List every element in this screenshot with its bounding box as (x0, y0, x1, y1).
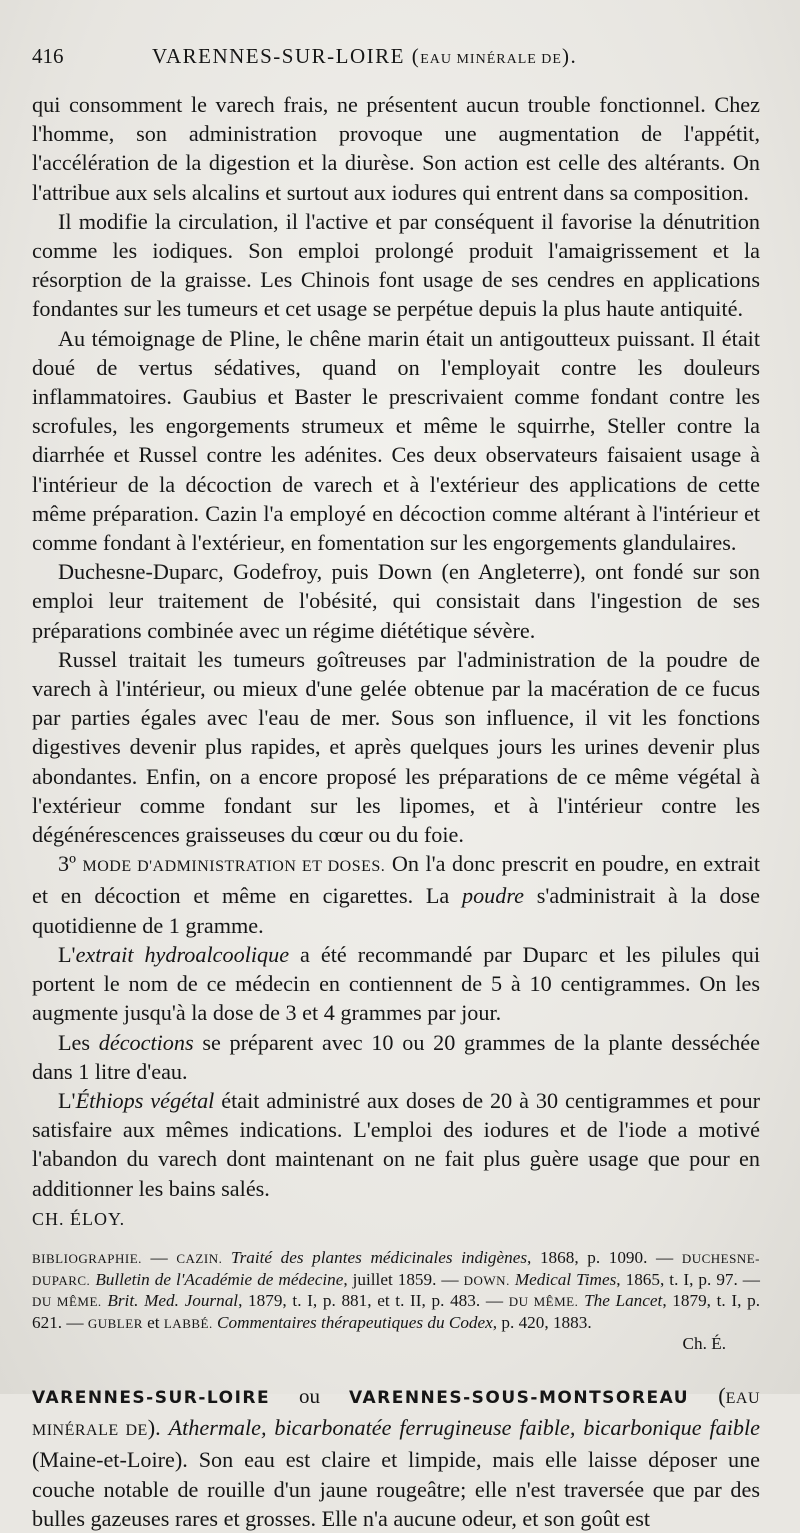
author-signature: CH. ÉLOY. (32, 1208, 126, 1229)
paragraph: L'extrait hydroalcoolique a été recommandé par Duparc et les pilules qui portent le nom de ce médecin en contiennent de 5 à 10 centigrammes. On les augmente jusqu'à la dose de 3 et 4 grammes par jour. (32, 941, 760, 1026)
paragraph: Les décoctions se préparent avec 10 ou 20 grammes de la plante desséchée dans 1 litre d'eau. (32, 1029, 760, 1084)
bibliography-signature: Ch. É. (682, 1334, 726, 1354)
section-mode-administration: 3º MODE D'ADMINISTRATION ET DOSES. On l'a donc prescrit en poudre, en extrait et en décoction et même en cigarettes. La poudre s'administrait à la dose quotidienne de 1 gramme. (32, 851, 760, 938)
article-headword-alt: VARENNES-SOUS-MONTSOREAU (348, 1387, 690, 1408)
article-body (32, 90, 760, 1234)
section-heading: MODE D'ADMINISTRATION ET DOSES. (82, 858, 386, 876)
paragraph: Au témoignage de Pline, le chêne marin était un antigoutteux puissant. Il était doué de vertus sédatives, quand on l'employait contre les douleurs inflammatoires. Gaubius et Baster le prescrivaient comme fondant contre les scrofules, les engorgements strumeux et même le squirrhe, Steller contre la diarrhée et Russel contre les adénites. Ces deux observateurs faisaient usage à l'intérieur de la décoction de varech et à l'extérieur des applications de cette même préparation. Cazin l'a employé en décoction comme altérant à l'intérieur et comme fondant à l'extérieur, en fomentation sur les engorgements glandulaires. (32, 325, 760, 556)
running-title: VARENNES-SUR-LOIRE (EAU MINÉRALE DE). (152, 44, 578, 68)
paragraph: qui consomment le varech frais, ne présentent aucun trouble fonctionnel. Chez l'homme, son administration provoque une augmentation de l'appétit, l'accélération de la digestion et la diurèse. Son action est celle des altérants. On l'attribue aux sels alcalins et surtout aux iodures qui entrent dans sa composition. (32, 92, 760, 205)
paragraph: Duchesne-Duparc, Godefroy, puis Down (en Angleterre), ont fondé sur son emploi leur traitement de l'obésité, qui consistait dans l'ingestion de ses préparations combinée avec un régime diététique sévère. (32, 559, 760, 643)
bibliography-label: BIBLIOGRAPHIE. (32, 1250, 142, 1266)
paragraph: Il modifie la circulation, il l'active et par conséquent il favorise la dénutrition comme les iodiques. Son emploi prolongé produit l'amaigrissement et la résorption de la graisse. Les Chinois font usage de ses cendres en applications fondantes sur les tumeurs et cet usage se perpétue depuis la plus haute antiquité. (32, 208, 760, 322)
paragraph: Russel traitait les tumeurs goîtreuses par l'administration de la poudre de varech à l'intérieur, ou mieux d'une gelée obtenue par la macération de ce fucus par parties égales avec l'eau de mer. Sous son influence, il vit les fonctions digestives devenir plus rapides, et après quelques jours les urines devenir plus abondantes. Enfin, on a encore proposé les préparations de ce même végétal à l'extérieur comme fondant sur les lipomes, et à l'intérieur contre les dégénérescences graisseuses du cœur ou du foie. (32, 646, 760, 848)
bibliography: BIBLIOGRAPHIE. — CAZIN. Traité des plantes médicinales indigènes, 1868, p. 1090. — DUCHESNE-DUPARC. Bulletin de l'Académie de médecine, juillet 1859. — DOWN. Medical Times, 1865, t. I, p. 97. — DU MÊME. Brit. Med. Journal, 1879, t. I, p. 881, et t. II, p. 483. — DU MÊME. The Lancet, 1879, t. I, p. 621. — GUBLER et LABBÉ. Commentaires thérapeutiques du Codex, p. 420, 1883. Ch. É. (32, 1247, 761, 1354)
next-article-paragraph: VARENNES-SUR-LOIRE ou VARENNES-SOUS-MONTSOREAU (EAU MINÉRALE DE). Athermale, bicarbonatée ferrugineuse faible, bicarbonique faible (Maine-et-Loire). Son eau est claire et limpide, mais elle laisse déposer une couche notable de rouille d'un jaune rougeâtre; elle n'est traversée que par des bulles gazeuses rares et grosses. Elle n'a aucune odeur, et son goût est (32, 1382, 760, 1531)
paragraph: L'Éthiops végétal était administré aux doses de 20 à 30 centigrammes et pour satisfaire aux mêmes indications. L'emploi des iodures et de l'iode a motivé l'abandon du varech dont maintenant on ne fait plus guère usage que pour en additionner les bains salés. (32, 1087, 761, 1201)
article-headword: VARENNES-SUR-LOIRE (32, 1387, 271, 1408)
next-article (32, 1381, 760, 1533)
page-number: 416 (32, 44, 64, 68)
running-header (32, 44, 760, 84)
